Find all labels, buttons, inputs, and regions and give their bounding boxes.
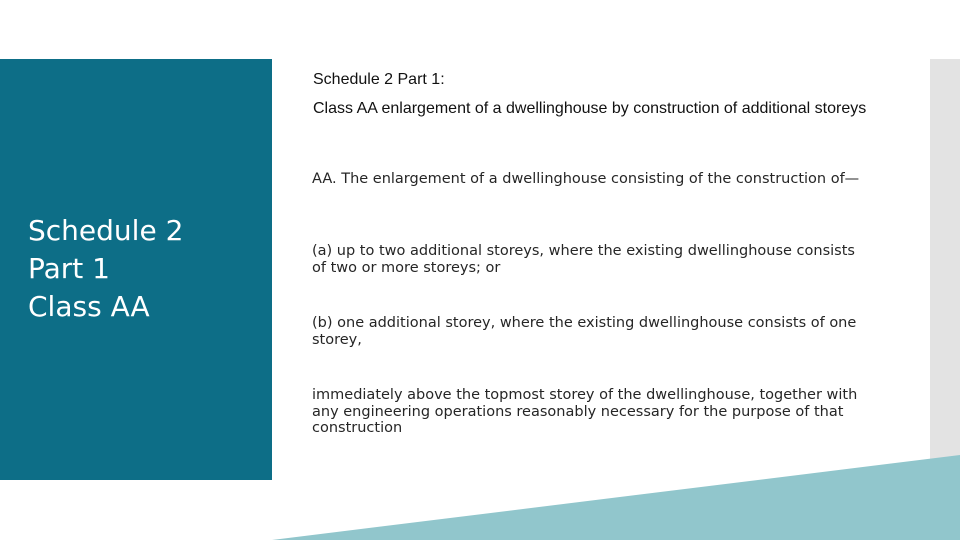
heading-line-1: Schedule 2 Part 1: (313, 71, 445, 88)
side-title: Schedule 2 Part 1 Class AA (28, 214, 184, 323)
paragraph-b: (b) one additional storey, where the existing dwellinghouse consists of one storey, (312, 315, 857, 348)
slide-heading (313, 71, 873, 118)
paragraph-intro: AA. The enlargement of a dwellinghouse consisting of the construction of— (312, 171, 860, 187)
wedge-shape (272, 455, 960, 540)
paragraph-closing: immediately above the topmost storey of the dwellinghouse, together with any engineering operations reasonably necessary for the purpose of that construction (312, 387, 858, 436)
paragraph-a: (a) up to two additional storeys, where the existing dwellinghouse consists of two or more storeys; or (312, 243, 855, 276)
heading-line-2: Class AA enlargement of a dwellinghouse by construction of additional storeys (313, 100, 867, 117)
